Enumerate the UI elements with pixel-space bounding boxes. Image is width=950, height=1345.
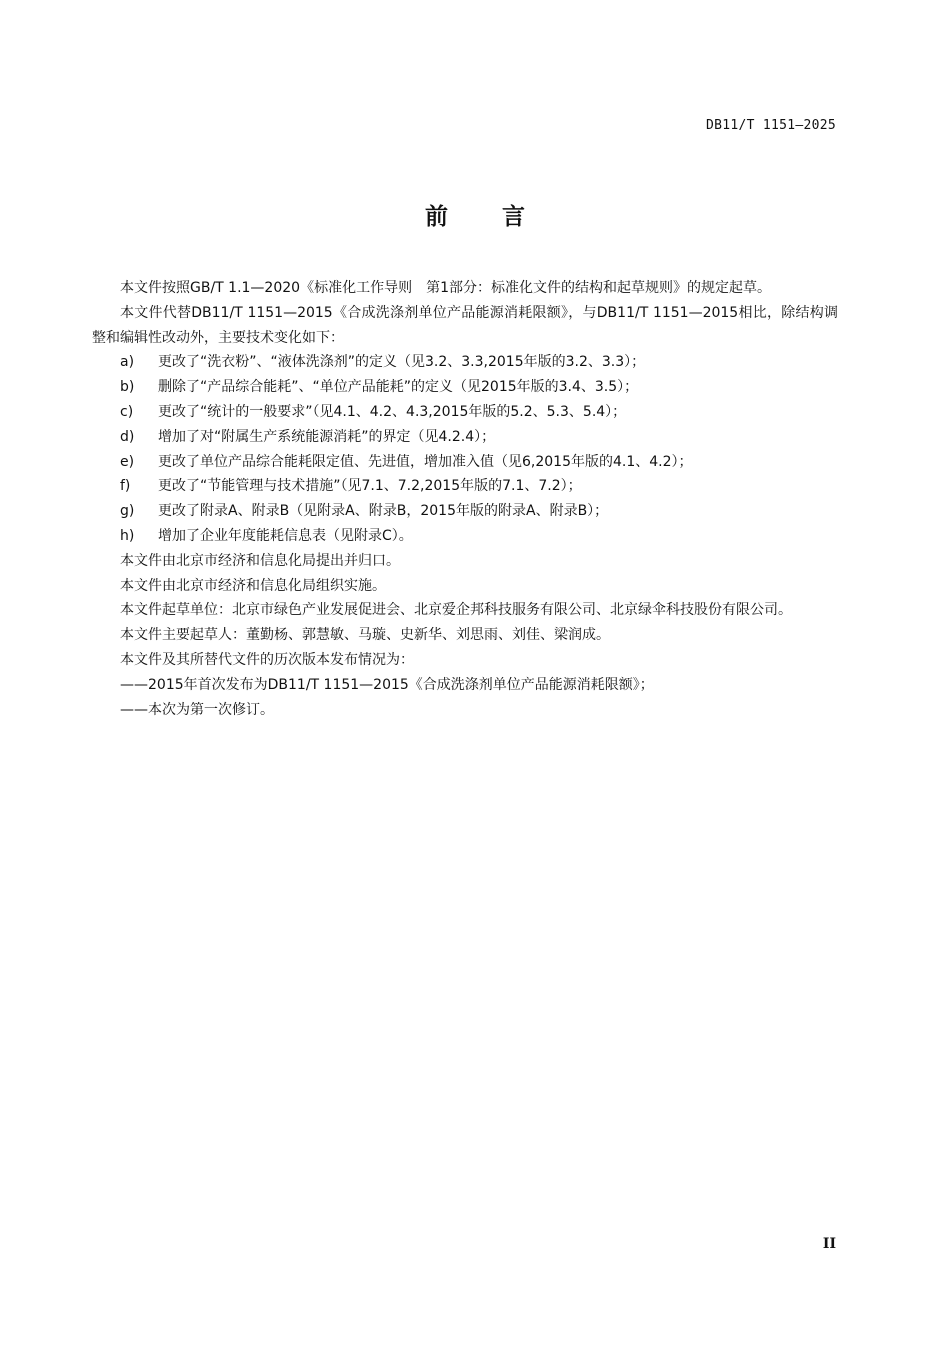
list-item <box>92 524 838 549</box>
document-code: DB11/T 1151—2025 <box>705 118 836 133</box>
list-item <box>92 350 838 375</box>
paragraph-proposer: 本文件由北京市经济和信息化局提出并归口。 <box>120 552 400 569</box>
list-marker: d) <box>120 428 135 445</box>
list-item <box>92 425 838 450</box>
list-item-text: 删除了“产品综合能耗”、“单位产品能耗”的定义（见2015年版的3.4、3.5）； <box>158 379 639 396</box>
list-item-text: 增加了对“附属生产系统能源消耗”的界定（见4.2.4）； <box>158 428 496 445</box>
list-item-text: 增加了企业年度能耗信息表（见附录C）。 <box>158 527 413 544</box>
list-item <box>92 450 838 475</box>
list-item-text: 更改了“统计的一般要求”（见4.1、4.2、4.3,2015年版的5.2、5.3、5.4）； <box>158 403 627 420</box>
list-marker: f) <box>120 478 131 495</box>
foreword-body <box>92 276 838 722</box>
list-item <box>92 499 838 524</box>
list-item-text: 更改了“洗衣粉”、“液体洗涤剂”的定义（见3.2、3.3,2015年版的3.2、3.3）； <box>158 354 646 371</box>
list-item-text: 更改了附录A、附录B（见附录A、附录B，2015年版的附录A、附录B）； <box>158 503 609 520</box>
paragraph-history-intro: 本文件及其所替代文件的历次版本发布情况为： <box>120 651 414 668</box>
list-item-text: 更改了“节能管理与技术措施”（见7.1、7.2,2015年版的7.1、7.2）； <box>158 478 582 495</box>
changes-list <box>92 350 838 548</box>
page-title <box>0 198 950 231</box>
paragraph-organizer: 本文件由北京市经济和信息化局组织实施。 <box>120 577 386 594</box>
list-marker: g) <box>120 503 135 520</box>
history-item: ——2015年首次发布为DB11/T 1151—2015《合成洗涤剂单位产品能源消耗限额》； <box>120 676 654 693</box>
list-marker: h) <box>120 527 135 544</box>
history-item: ——本次为第一次修订。 <box>120 701 274 718</box>
list-item <box>92 400 838 425</box>
paragraph-drafting-rules: 本文件按照GB/T 1.1—2020《标准化工作导则 第1部分：标准化文件的结构和起草规则》的规定起草。 <box>120 280 771 296</box>
list-marker: b) <box>120 379 135 396</box>
list-item <box>92 375 838 400</box>
title-char-1: 前 <box>425 204 448 230</box>
paragraph-replacement: 本文件代替DB11/T 1151—2015《合成洗涤剂单位产品能源消耗限额》，与DB11/T 1151—2015相比，除结构调整和编辑性改动外，主要技术变化如下： <box>92 304 838 346</box>
title-char-2: 言 <box>502 204 525 230</box>
list-item <box>92 474 838 499</box>
page-number: II <box>822 1236 836 1252</box>
list-marker: a) <box>120 354 135 371</box>
paragraph-drafting-units: 本文件起草单位：北京市绿色产业发展促进会、北京爱企邦科技服务有限公司、北京绿伞科技股份有限公司。 <box>120 602 792 619</box>
list-marker: e) <box>120 453 135 470</box>
paragraph-drafters: 本文件主要起草人：董勤杨、郭慧敏、马璇、史新华、刘思雨、刘佳、梁润成。 <box>120 627 610 644</box>
list-item-text: 更改了单位产品综合能耗限定值、先进值，增加准入值（见6,2015年版的4.1、4.2）； <box>158 453 693 470</box>
list-marker: c) <box>120 403 134 420</box>
